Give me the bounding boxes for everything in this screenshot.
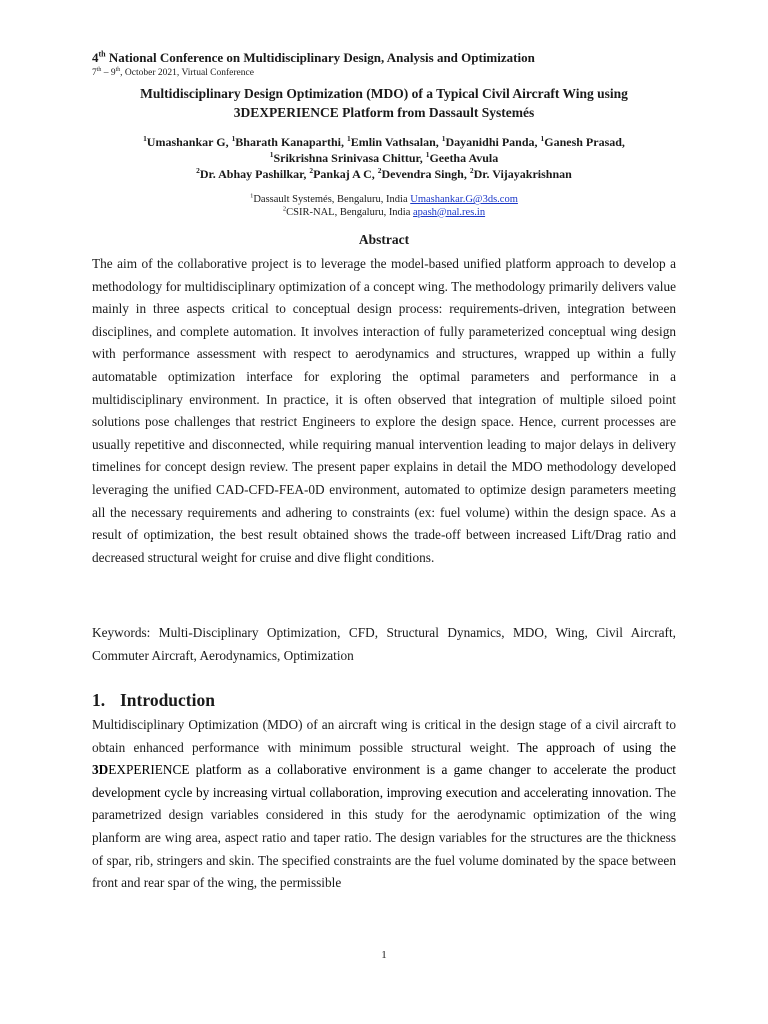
author-line: $^2$Dr. Abhay Pashilkar, $^2$Pankaj A C, $^2$Devendra Singh, $^2$Dr. Vijayakrishnan <box>196 166 572 181</box>
affiliation-line: $^2$CSIR-NAL, Bengaluru, India apash@nal.res.in <box>282 205 486 218</box>
author-name: Srikrishna Srinivasa Chittur, <box>273 151 426 165</box>
affiliation-line: $^1$Dassault Systemés, Bengaluru, India Umashankar.G@3ds.com <box>250 192 518 205</box>
conference-dates: 7th – 9th, October 2021, Virtual Conference <box>92 66 254 78</box>
author-name: Ganesh Prasad, <box>544 135 625 149</box>
abstract-text: The aim of the collaborative project is to leverage the model-based unified platform approach to develop a methodology for multidisciplinary optimization of a concept wing. The methodology primarily delivers value mainly in three aspects critical to conceptual design process: requirements-driven, integration between disciplines, and complete automation. It involves interaction of fully parameterized conceptual wing design with performance assessment with respect to aerodynamics and structures, wrapped up within a fully automatable optimization interface for exploring the optimal parameters and performance in a multidisciplinary environment. In practice, it is often observed that integration of multiple siloed point solutions pose challenges that restrict Engineers to explore the design space. Hence, current processes are usually repetitive and disconnected, while requiring manual intervention leading to major delays in delivery timelines for concept design review. The present paper explains in detail the MDO methodology developed leveraging the unified CAD-CFD-FEA-0D environment, automated to optimize design parameters meeting all the necessary requirements and adhering to constraints (ex: fuel volume) within the design space. As a result of optimization, the best result obtained shows the trade-off between increased Lift/Drag ratio and decreased structural weight for cruise and dive flight conditions. <box>92 256 676 565</box>
introduction-text: Multidisciplinary Optimization (MDO) of an aircraft wing is critical in the design stage of a civil aircraft to obtain enhanced performance with minimum possible structural weight. The approach of using the 3DEXPERIENCE platform as a collaborative environment is a game changer to accelerate the product development cycle by increasing virtual collaboration, improving execution and accelerating innovation. The parametrized design variables considered in this study for the aerodynamic optimization of the wing planform are wing area, aspect ratio and taper ratio. The design variables for the structures are the thickness of spar, rib, stringers and skin. The specified constraints are the fuel volume dominated by the space between front and rear spar of the wing, the permissible <box>92 717 676 891</box>
author-line: $^1$Umashankar G, $^1$Bharath Kanaparthi, $^1$Emlin Vathsalan, $^1$Dayanidhi Panda, $^1$Ganesh Prasad, <box>143 134 625 149</box>
author-name: Geetha Avula <box>429 151 499 165</box>
section-heading <box>92 690 215 711</box>
conference-title: 4th National Conference on Multidisciplinary Design, Analysis and Optimization <box>92 49 535 65</box>
author-name: Pankaj A C, <box>313 167 378 181</box>
author-name: Dayanidhi Panda, <box>445 135 541 149</box>
page-number: 1 <box>381 949 387 961</box>
author-name: Emlin Vathsalan, <box>350 135 442 149</box>
author-line: $^1$Srikrishna Srinivasa Chittur, $^1$Geetha Avula <box>269 150 499 165</box>
author-name: Umashankar G, <box>146 135 232 149</box>
abstract-heading: Abstract <box>358 232 410 247</box>
author-name: Dr. Abhay Pashilkar, <box>199 167 310 181</box>
section-number: 1. <box>92 690 106 710</box>
author-list <box>92 134 676 182</box>
section-title: Introduction <box>120 690 215 710</box>
paper-title-line: 3DEXPERIENCE Platform from Dassault Systemés <box>233 105 535 120</box>
author-name: Bharath Kanaparthi, <box>235 135 347 149</box>
affiliations <box>92 194 676 219</box>
paper-title <box>92 84 676 122</box>
author-name: Devendra Singh, <box>381 167 470 181</box>
email-link[interactable]: Umashankar.G@3ds.com <box>410 194 518 205</box>
email-link[interactable]: apash@nal.res.in <box>413 206 486 218</box>
paper-title-line: Multidisciplinary Design Optimization (MDO) of a Typical Civil Aircraft Wing using <box>140 86 628 101</box>
keywords: Keywords: Multi-Disciplinary Optimization, CFD, Structural Dynamics, MDO, Wing, Civil Aircraft, Commuter Aircraft, Aerodynamics, Optimization <box>92 625 676 663</box>
author-name: Dr. Vijayakrishnan <box>473 167 572 181</box>
